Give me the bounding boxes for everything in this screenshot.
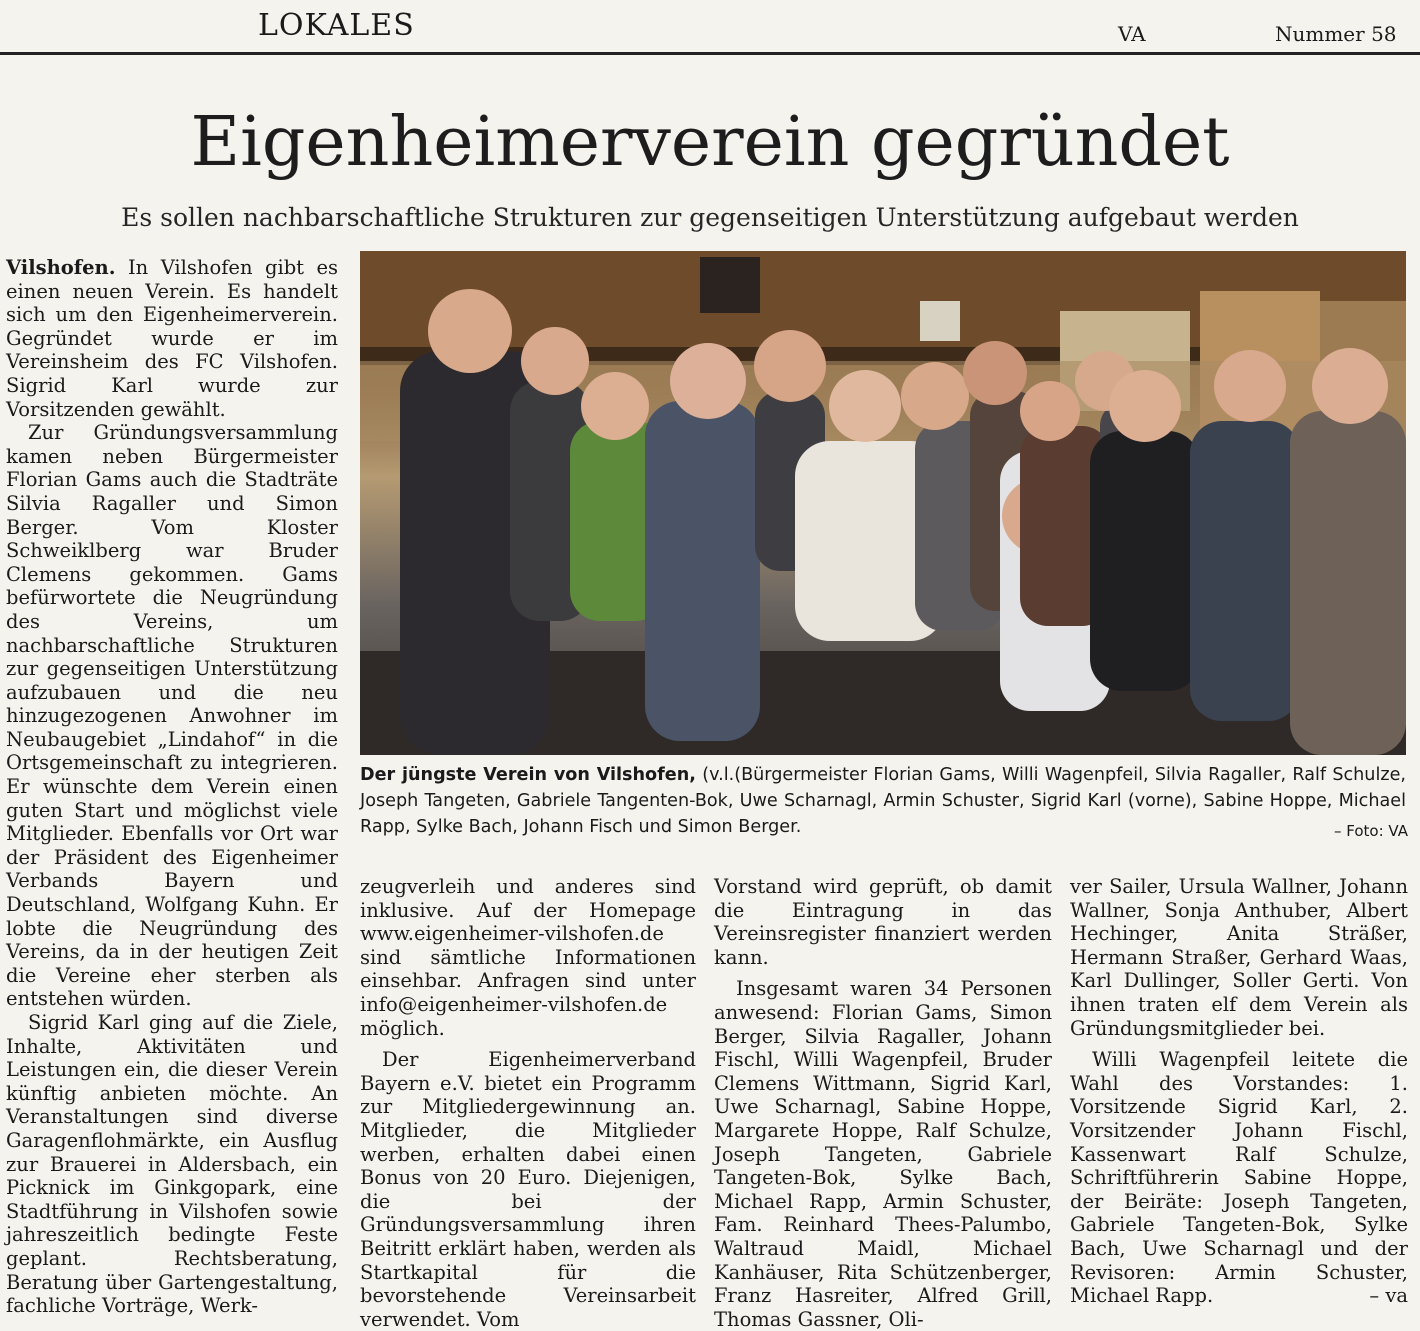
paragraph: Sigrid Karl ging auf die Ziele, Inhalte, Aktivitäten und Leistungen ein, die dieser Verein künftig anbieten möchte. An Veranstaltungen sind diverse Garagenflohmärkte, ein Ausflug zur Brauerei in Aldersbach, ein Picknick im Ginkgopark, eine Stadtführung in Vilshofen sowie jahreszeitlich bedingte Feste geplant. Rechtsberatung, Beratung über Gartengestaltung, fachliche Vorträge, Werk- (6, 1011, 338, 1318)
photo-caption (360, 762, 1406, 840)
paragraph: Insgesamt waren 34 Personen anwesend: Florian Gams, Simon Berger, Silvia Ragaller, Johann Fischl, Willi Wagenpfeil, Bruder Clemens Wittmann, Sigrid Karl, Uwe Scharnagl, Sabine Hoppe, Margarete Hoppe, Ralf Schulze, Joseph Tangeten, Gabriele Tangeten-Bok, Sylke Bach, Michael Rapp, Armin Schuster, Fam. Reinhard Thees-Palumbo, Waltraud Maidl, Michael Kanhäuser, Rita Schützenberger, Franz Hasreiter, Alfred Grill, Thomas Gassner, Oli- (714, 977, 1052, 1331)
headline: Eigenheimerverein gegründet (190, 103, 1230, 182)
paragraph: ver Sailer, Ursula Wallner, Johann Wallner, Sonja Anthuber, Albert Hechinger, Anita Sträßer, Hermann Straßer, Gerhard Waas, Karl Dullinger, Soller Gerti. Von ihnen traten elf dem Verein als Gründungsmitglieder bei. (1070, 875, 1408, 1040)
group-photo-illustration (360, 251, 1406, 755)
paragraph: Der Eigenheimerverband Bayern e.V. bietet ein Programm zur Mitgliedergewinnung an. Mitglieder, die Mitglieder werben, erhalten dabei einen Bonus von 20 Euro. Diejenigen, die bei der Gründungsversammlung ihren Beitritt erklärt haben, werden als Startkapital für die bevorstehende Vereinsarbeit verwendet. Vom (360, 1048, 696, 1331)
article-column-4 (1070, 875, 1408, 1308)
paragraph: Zur Gründungsversammlung kamen neben Bürgermeister Florian Gams auch die Stadträte Silvia Ragaller und Simon Berger. Vom Kloster Schweiklberg war Bruder Clemens gekommen. Gams befürwortete die Neugründung des Vereins, um nachbarschaftliche Strukturen zur gegenseitigen Unterstützung aufzubauen und die neu hinzugezogenen Anwohner im Neubaugebiet „Lindahof“ in die Ortsgemeinschaft zu integrieren. Er wünschte dem Verein einen guten Start und möglichst viele Mitglieder. Ebenfalls vor Ort war der Präsident des Eigenheimer Verbands Bayern und Deutschland, Wolfgang Kuhn. Er lobte die Neugründung des Vereins, da in der heutigen Zeit die Vereine eher sterben als entstehen würden. (6, 421, 338, 1011)
article-column-2 (360, 875, 696, 1331)
paragraph-text: Willi Wagenpfeil leitete die Wahl des Vorstandes: 1. Vorsitzende Sigrid Karl, 2. Vorsitzender Johann Fischl, Kassenwart Ralf Schulze, Schriftführerin Sabine Hoppe, der Beiräte: Joseph Tangeten, Gabriele Tangeten-Bok, Sylke Bach, Uwe Scharnagl und der Revisoren: Armin Schuster, Michael Rapp. (1070, 1048, 1408, 1308)
paragraph: Vorstand wird geprüft, ob damit die Eintragung in das Vereinsregister finanziert werden kann. (714, 875, 1052, 969)
header-rule (0, 52, 1420, 55)
dateline: Vilshofen. (6, 256, 116, 279)
group-photo (360, 251, 1406, 755)
caption-lead: Der jüngste Verein von Vilshofen, (360, 765, 696, 785)
paragraph: zeugverleih und anderes sind inklusive. Auf der Homepage www.eigenheimer-vilshofen.de sind sämtliche Informationen einsehbar. Anfragen sind unter info@eigenheimer-vilshofen.de möglich. (360, 875, 696, 1040)
author-signature: – va (1369, 1284, 1408, 1308)
article-column-1 (6, 256, 338, 1318)
section-title: LOKALES (258, 8, 415, 43)
newspaper-name: VA (1118, 22, 1146, 46)
paragraph (1070, 1048, 1408, 1308)
article-column-3 (714, 875, 1052, 1331)
page-header (0, 0, 1420, 54)
subheadline: Es sollen nachbarschaftliche Strukturen zur gegenseitigen Unterstützung aufgebaut werden (121, 203, 1299, 232)
paragraph (6, 256, 338, 421)
caption-text: (v.l.(Bürgermeister Florian Gams, Willi Wagenpfeil, Silvia Ragaller, Ralf Schulze, Joseph Tangeten, Gabriele Tangenten-Bok, Uwe Scharnagl, Armin Schuster, Sigrid Karl (vorne), Sabine Hoppe, Michael Rapp, Sylke Bach, Johann Fisch und Simon Berger. (360, 765, 1407, 837)
paragraph-text: In Vilshofen gibt es einen neuen Verein. Es handelt sich um den Eigenheimerverein. Gegründet wurde er im Vereinsheim des FC Vilshofen. Sigrid Karl wurde zur Vorsitzenden gewählt. (6, 256, 338, 421)
issue-number: Nummer 58 (1275, 22, 1397, 46)
photo-credit: – Foto: VA (1334, 822, 1408, 840)
